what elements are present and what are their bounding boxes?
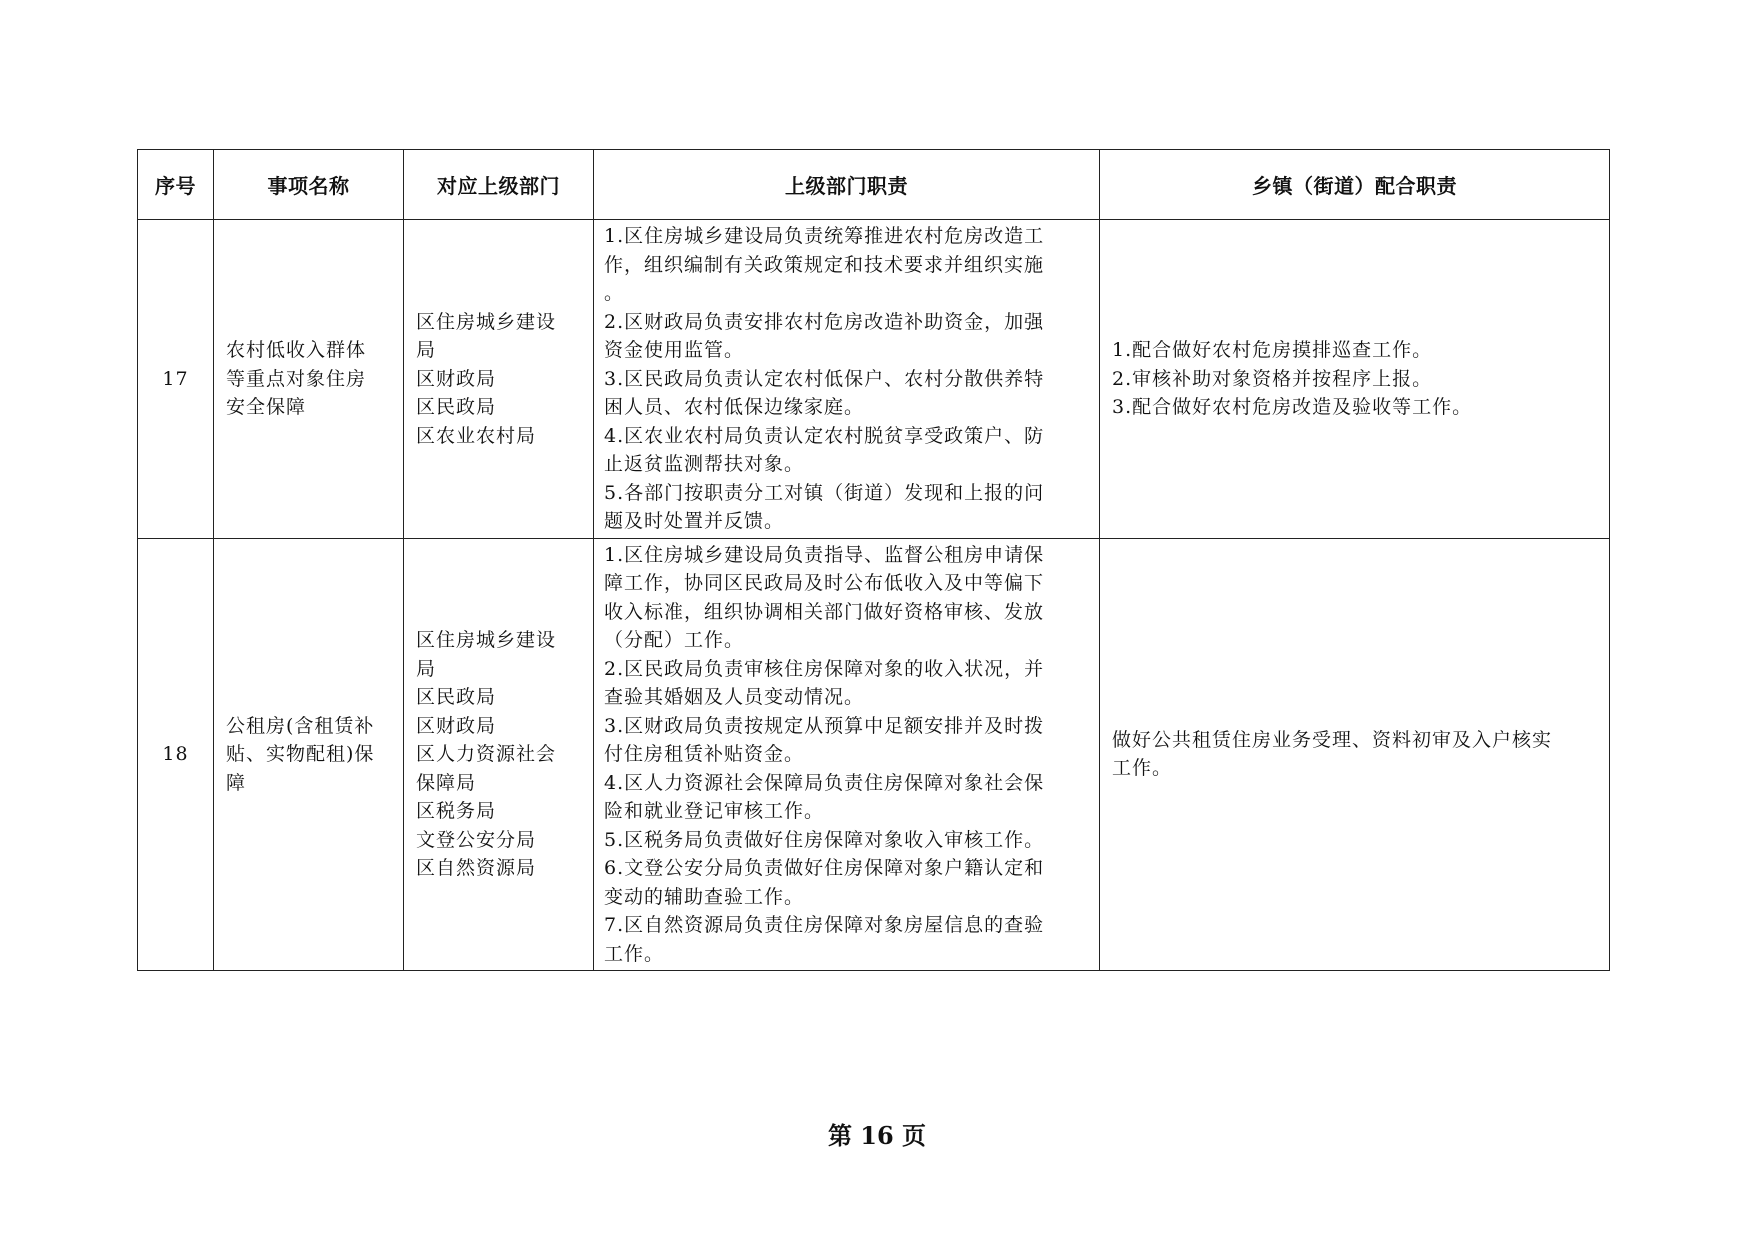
responsibility-line: 困人员、农村低保边缘家庭。 [604,396,865,418]
town-duty-line: 2.审核补助对象资格并按程序上报。 [1112,367,1433,390]
town-duty-line: 做好公共租赁住房业务受理、资料初审及入户核实 [1112,728,1553,751]
item-name-line: 安全保障 [226,396,307,418]
department-line: 文登公安分局 [416,828,537,851]
row-town-duties [1100,220,1610,539]
responsibility-line: 付住房租赁补贴资金。 [604,743,805,765]
header-superior-responsibilities: 上级部门职责 [594,150,1100,220]
responsibility-line: 4.区农业农村局负责认定农村脱贫享受政策户、防 [604,424,1045,447]
department-line: 区民政局 [416,396,497,418]
row-responsibilities [594,220,1100,539]
item-name-line: 障 [226,771,247,794]
responsibility-line: 。 [604,282,625,304]
responsibility-line: 5.各部门按职责分工对镇（街道）发现和上报的问 [604,481,1045,504]
responsibility-line: 工作。 [604,942,665,965]
responsibility-table [137,149,1610,971]
row-serial-number: 17 [138,220,214,539]
header-item-name: 事项名称 [214,150,404,220]
responsibility-line: 查验其婚姻及人员变动情况。 [604,686,865,708]
row-departments [404,220,594,539]
responsibility-line: 止返贫监测帮扶对象。 [604,453,805,475]
row-serial-number: 18 [138,538,214,971]
department-line: 区农业农村局 [416,424,537,447]
department-line: 局 [416,339,437,361]
responsibility-line: 收入标准，组织协调相关部门做好资格审核、发放 [604,600,1045,623]
responsibility-line: 题及时处置并反馈。 [604,510,785,532]
department-line: 区财政局 [416,367,497,390]
responsibility-line: 3.区财政局负责按规定从预算中足额安排并及时拨 [604,714,1045,737]
responsibility-line: 2.区财政局负责安排农村危房改造补助资金，加强 [604,310,1045,333]
table-row [138,538,1610,971]
item-name-line: 贴、实物配租)保 [226,743,375,765]
responsibility-line: 险和就业登记审核工作。 [604,800,825,822]
responsibility-line: （分配）工作。 [604,629,745,651]
table-header-row [138,150,1610,220]
row-town-duties [1100,538,1610,971]
responsibility-line: 障工作，协同区民政局及时公布低收入及中等偏下 [604,572,1045,594]
responsibility-line: 1.区住房城乡建设局负责统筹推进农村危房改造工 [604,225,1045,247]
department-line: 区人力资源社会 [416,743,557,765]
responsibility-line: 5.区税务局负责做好住房保障对象收入审核工作。 [604,828,1045,851]
responsibility-line: 7.区自然资源局负责住房保障对象房屋信息的查验 [604,914,1045,936]
responsibility-line: 3.区民政局负责认定农村低保户、农村分散供养特 [604,367,1045,390]
department-line: 区住房城乡建设 [416,310,557,333]
item-name-line: 农村低收入群体 [226,339,367,361]
item-name-line: 公租房(含租赁补 [226,714,375,737]
row-item-name [214,538,404,971]
row-departments [404,538,594,971]
department-line: 保障局 [416,771,477,794]
responsibility-line: 2.区民政局负责审核住房保障对象的收入状况，并 [604,657,1045,680]
department-line: 区民政局 [416,686,497,708]
department-line: 区自然资源局 [416,857,537,879]
responsibility-line: 1.区住房城乡建设局负责指导、监督公租房申请保 [604,543,1045,566]
responsibility-line: 6.文登公安分局负责做好住房保障对象户籍认定和 [604,857,1045,879]
town-duty-line: 1.配合做好农村危房摸排巡查工作。 [1112,339,1433,361]
responsibility-line: 变动的辅助查验工作。 [604,885,805,908]
header-superior-department: 对应上级部门 [404,150,594,220]
department-line: 区财政局 [416,714,497,737]
page-number: 第 16 页 [827,1121,927,1150]
town-duty-line: 3.配合做好农村危房改造及验收等工作。 [1112,396,1473,418]
header-serial-number: 序号 [138,150,214,220]
department-line: 区住房城乡建设 [416,629,557,651]
responsibility-line: 作，组织编制有关政策规定和技术要求并组织实施 [604,253,1045,276]
header-town-cooperation-duties: 乡镇（街道）配合职责 [1100,150,1610,220]
department-line: 区税务局 [416,800,497,822]
row-item-name [214,220,404,539]
department-line: 局 [416,657,437,680]
table-row [138,220,1610,539]
responsibility-line: 4.区人力资源社会保障局负责住房保障对象社会保 [604,771,1045,794]
town-duty-line: 工作。 [1112,757,1173,780]
row-responsibilities [594,538,1100,971]
responsibility-line: 资金使用监管。 [604,339,745,361]
item-name-line: 等重点对象住房 [226,367,367,390]
